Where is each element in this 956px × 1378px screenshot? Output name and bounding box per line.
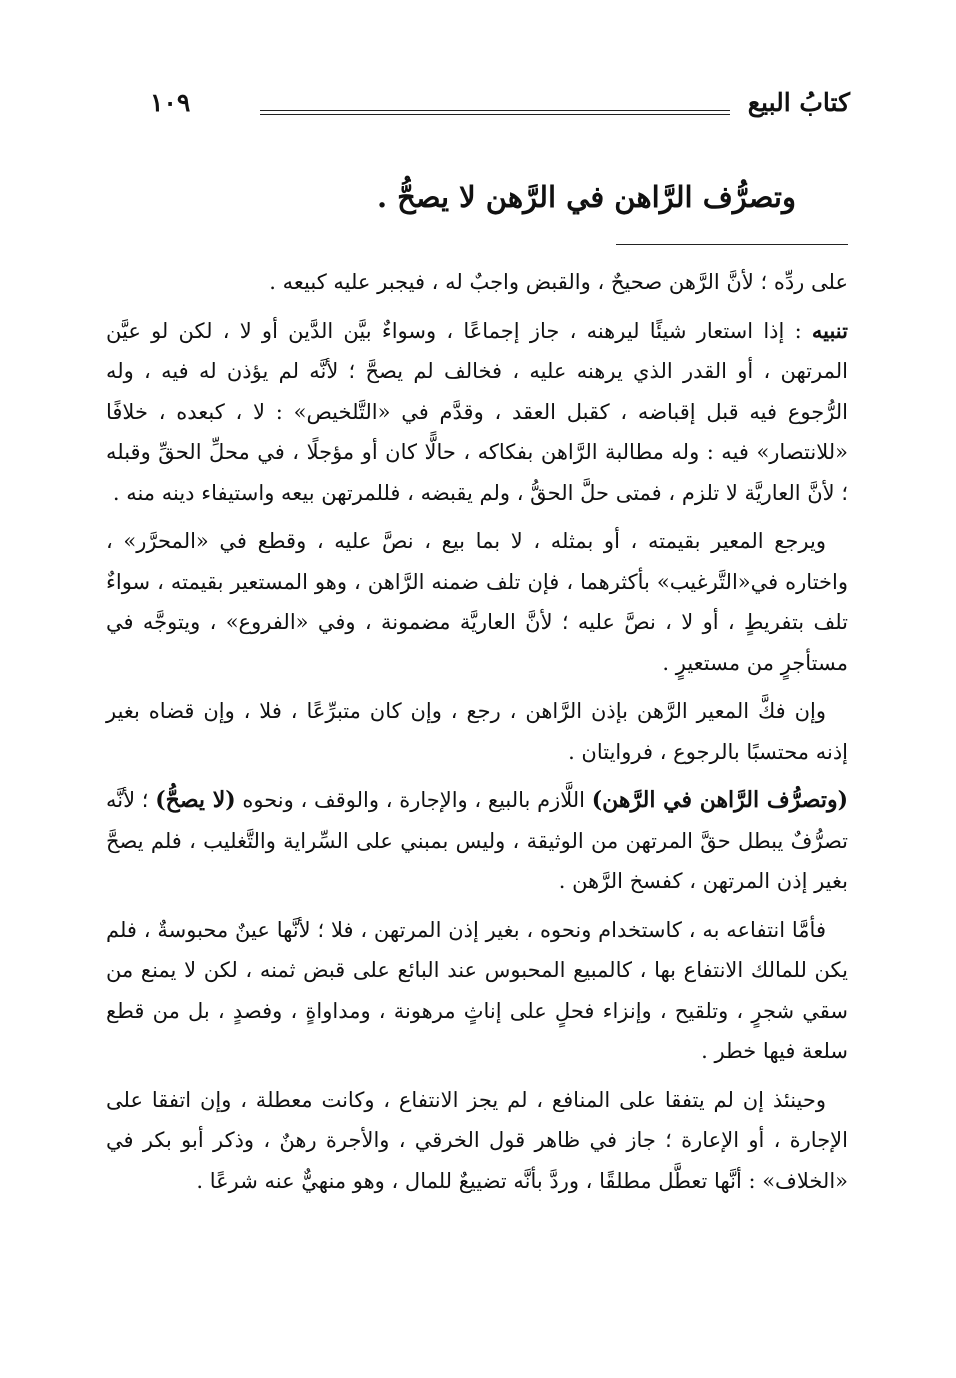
tanbih-label: تنبيه bbox=[811, 317, 848, 343]
matn-phrase-a: (وتصرُّف الرَّاهن في الرَّهن) bbox=[591, 787, 848, 813]
paragraph-matn-commentary bbox=[106, 780, 848, 902]
paragraph-intifa: فأمَّا انتفاعه به ، كاستخدام ونحوه ، بغير إذن المرتهن ، فلا ؛ لأنَّها عينٌ محبوسةٌ ، فلم يكن للمالك الانتفاع بها ، كالمبيع المحبوس عند البائع على قبض ثمنه ، لكن لا يمنع من سقي شجرٍ ، وتلقيح ، وإنزاء فحلٍ على إناثٍ مرهونة ، ومداواةٍ ، وفصدٍ ، بل من قطع سلعة فيها خطر . bbox=[106, 917, 848, 1063]
paragraph-mueer-return: ويرجع المعير بقيمته ، أو بمثله ، لا بما بيع ، نصَّ عليه ، وقطع في «المحرَّر» ، واختاره في«التَّرغيب» بأكثرهما ، فإن تلف ضمنه الرَّاهن ، وهو المستعير بقيمته ، سواءٌ تلف بتفريطٍ ، أو لا ، نصَّ عليه ؛ لأنَّ العاريَّة مضمونة ، وفي «الفروع» ، ويتوجَّه في مستأجرٍ من مستعيرٍ . bbox=[106, 529, 848, 675]
paragraph-continuation: على ردِّه ؛ لأنَّ الرَّهن صحيحٌ ، والقبض واجبٌ له ، فيجبر عليه كبيعه . bbox=[269, 270, 848, 294]
book-title: كتابُ البيع bbox=[747, 88, 850, 117]
matn-heading: وتصرُّف الرَّاهن في الرَّهن لا يصحُّ . bbox=[376, 180, 796, 214]
paragraph-hinaidhin: وحينئذ إن لم يتفقا على المنافع ، لم يجز الانتفاع ، وكانت معطلة ، وإن اتفقا على الإجارة ، أو الإعارة ؛ جاز في ظاهر قول الخرقي ، والأجرة رهنٌ ، وذكر أبو بكر في «الخلاف» : أنَّها تعطَّل مطلقًا ، وردَّ بأنَّه تضييعٌ للمال ، وهو منهيٌّ عنه شرعًا . bbox=[106, 1087, 848, 1193]
paragraph-tanbih bbox=[106, 311, 848, 514]
header-rule bbox=[260, 110, 730, 115]
commentary-text-b: ؛ لأنَّه تصرُّفٌ يبطل حقَّ المرتهن من الوثيقة ، وليس بمبني على السِّراية والتَّغليب ، فلم يصحَّ بغير إذن المرتهن ، كفسخ الرَّهن . bbox=[106, 788, 848, 893]
running-header bbox=[150, 88, 850, 128]
commentary-text-a: اللَّازم بالبيع ، والإجارة ، والوقف ، ونحوه bbox=[235, 788, 592, 812]
tanbih-text: : إذا استعار شيئًا ليرهنه ، جاز إجماعًا ، وسواءٌ بيَّن الدَّين أو لا ، لكن لو عيَّن المرتهن ، أو القدر الذي يرهنه عليه ، فخالف لم يصحَّ ؛ لأنَّه لم يؤذن له فيه ، وله الرُّجوع فيه قبل إقباضه ، كقبل العقد ، وقدَّم في «التَّلخيص» : لا ، كبعده ، خلافًا «للانتصار» فيه : وله مطالبة الرَّاهن بفكاكه ، حالًّا كان أو مؤجلًا ، في محلِّ الحقِّ وقبله ؛ لأنَّ العاريَّة لا تلزم ، فمتى حلَّ الحقُّ ، ولم يقبضه ، فللمرتهن بيعه واستيفاء دينه منه . bbox=[106, 318, 848, 505]
matn-separator-rule bbox=[616, 244, 848, 245]
matn-phrase-b: (لا يصحُّ) bbox=[155, 787, 236, 813]
commentary-body bbox=[106, 262, 848, 1209]
paragraph-fakk: وإن فكَّ المعير الرَّهن بإذن الرَّاهن ، رجع ، وإن كان متبرِّعًا ، فلا ، وإن قضاه بغير إذنه محتسبًا بالرجوع ، فروايتان . bbox=[106, 699, 848, 764]
page-number: ١٠٩ bbox=[150, 88, 191, 117]
